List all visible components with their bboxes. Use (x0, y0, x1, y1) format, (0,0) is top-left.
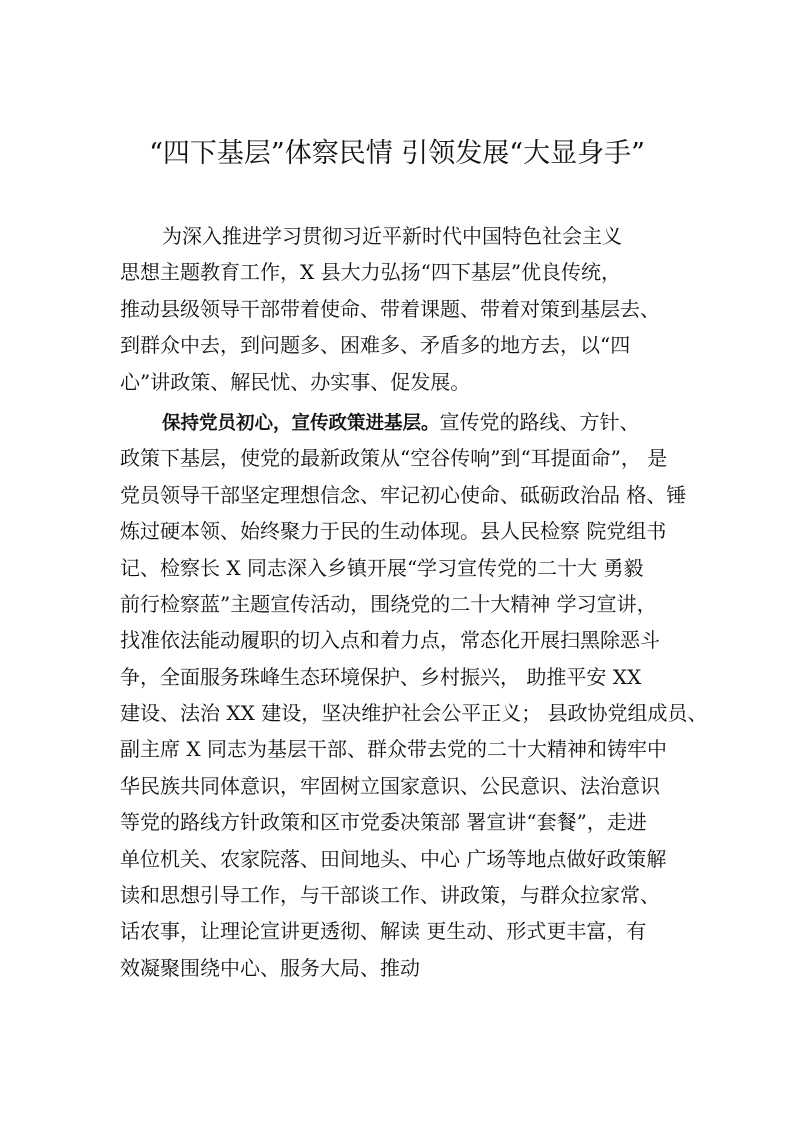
paragraph-intro (120, 218, 720, 400)
paragraph-line: 单位机关、农家院落、田间地头、中心 广场等地点做好政策解 (120, 846, 667, 871)
paragraph-line: 党员领导干部坚定理想信念、牢记初心使命、砥砺政治品 格、锤 (120, 482, 687, 507)
paragraph-line: 华民族共同体意识，牢固树立国家意识、公民意识、法治意识 (120, 773, 660, 798)
paragraph-party-spirit (120, 404, 720, 986)
paragraph-line: 思想主题教育工作，X 县大力弘扬“四下基层”优良传统， (120, 260, 622, 285)
paragraph-line: 记、检察长 X 同志深入乡镇开展“学习宣传党的二十大 勇毅 (120, 555, 644, 580)
paragraph-line: 心”讲政策、解民忧、办实事、促发展。 (120, 369, 471, 394)
paragraph-line: 副主席 X 同志为基层干部、群众带去党的二十大精神和铸牢中 (120, 737, 667, 762)
paragraph-line: 读和思想引导工作，与干部谈工作、讲政策，与群众拉家常、 (120, 883, 660, 908)
paragraph-line: 话农事，让理论宣讲更透彻、解读 更生动、形式更丰富，有 (120, 919, 647, 944)
paragraph-line: 找准依法能动履职的切入点和着力点，常态化开展扫黑除恶斗 (120, 628, 660, 653)
paragraph-first-line (120, 404, 720, 440)
paragraph-line: 推动县级领导干部带着使命、带着课题、带着对策到基层去、 (120, 296, 660, 321)
paragraph-line: 到群众中去，到问题多、困难多、矛盾多的地方去，以“四 (120, 333, 631, 358)
document-title: “四下基层”体察民情 引领发展“大显身手” (149, 138, 645, 169)
paragraph-line: 为深入推进学习贯彻习近平新时代中国特色社会主义 (162, 224, 622, 248)
paragraph-line: 效凝聚围绕中心、服务大局、推动 (120, 955, 420, 980)
paragraph-line-rest: 宣传党的路线、方针、 (439, 409, 640, 434)
paragraph-line: 炼过硬本领、始终聚力于民的生动体现。县人民检察 院党组书 (120, 519, 667, 544)
paragraph-line: 建设、法治 XX 建设，坚决维护社会公平正义； 县政协党组成员、 (120, 701, 708, 726)
paragraph-line: 政策下基层，使党的最新政策从“空谷传响”到“耳提面命”， 是 (120, 446, 668, 471)
section-lead-heading: 保持党员初心，宣传政策进基层。 (162, 412, 440, 434)
paragraph-line: 等党的路线方针政策和区市党委决策部 署宣讲“套餐”，走进 (120, 810, 647, 835)
paragraph-line: 前行检察蓝”主题宣传活动，围绕党的二十大精神 学习宣讲， (120, 591, 657, 616)
paragraph-line: 争，全面服务珠峰生态环境保护、乡村振兴， 助推平安 XX (120, 664, 642, 689)
document-body (120, 218, 720, 986)
